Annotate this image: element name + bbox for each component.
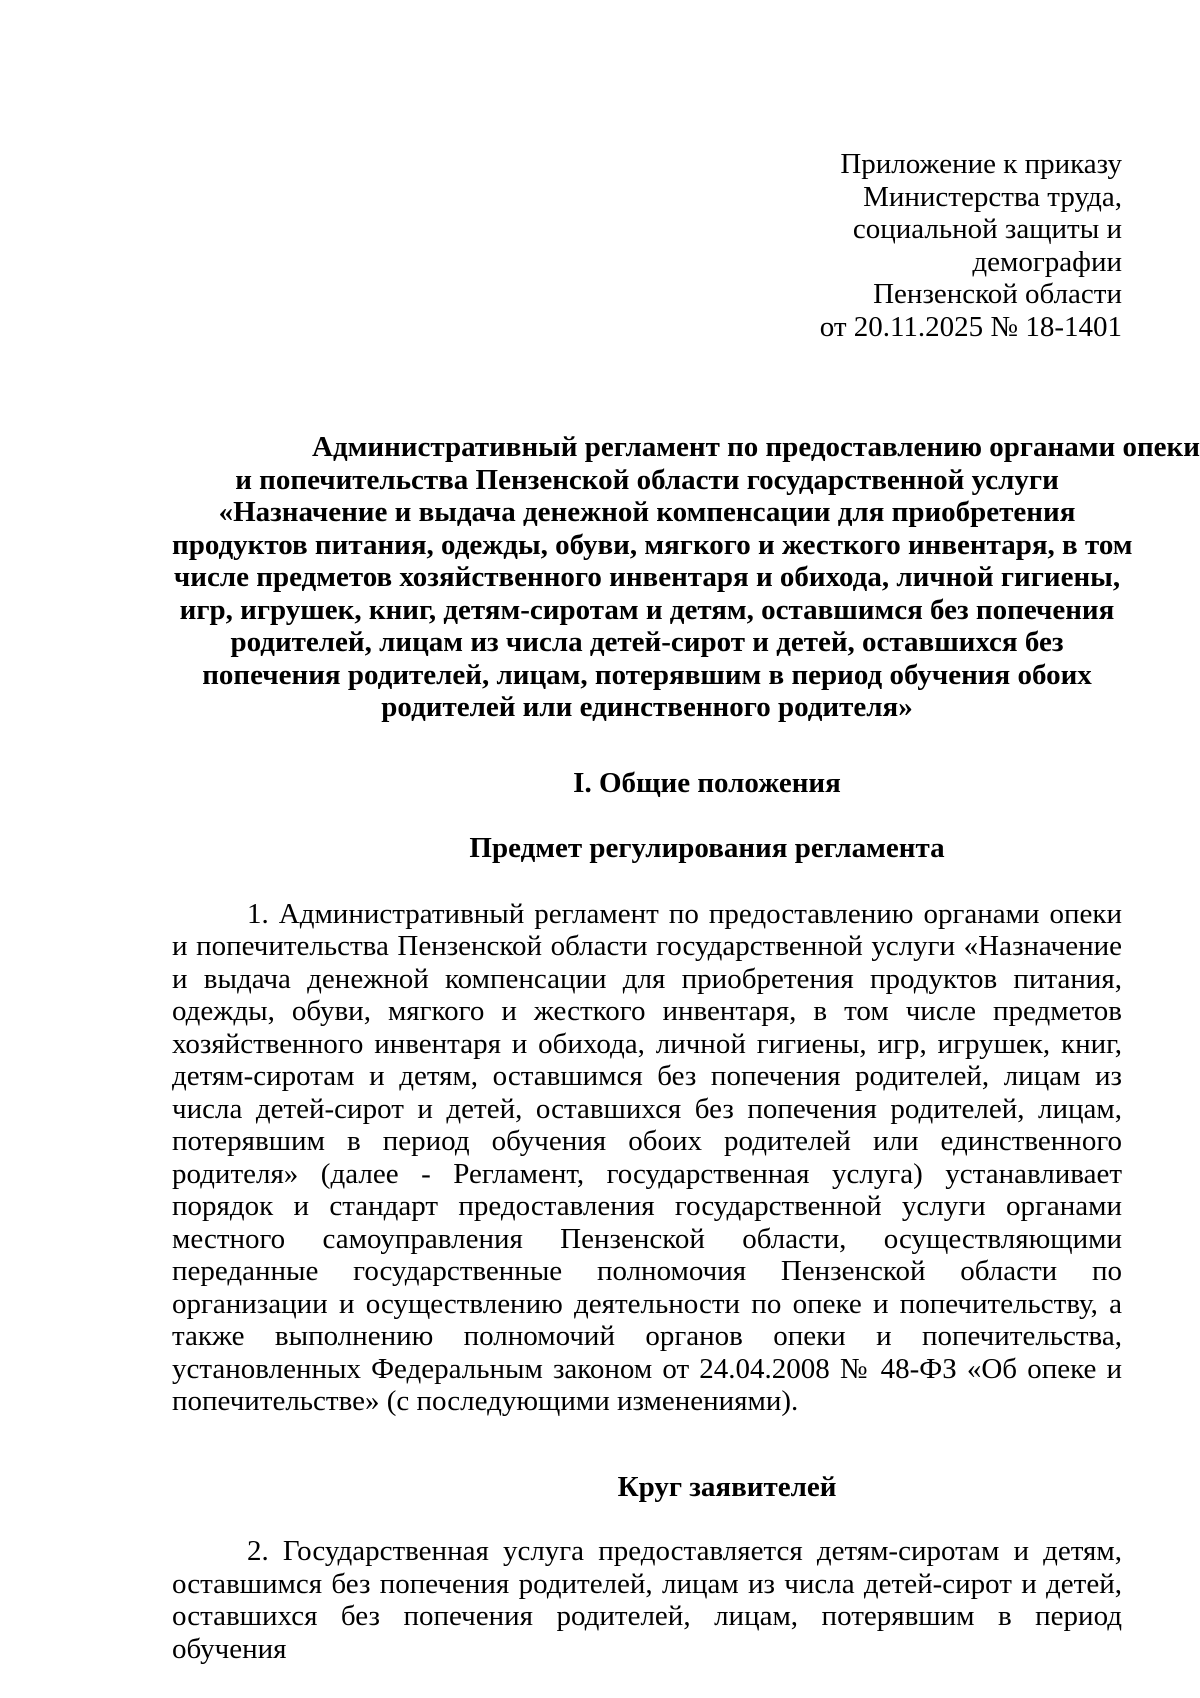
title-line: попечения родителей, лицам, потерявшим в период обучения обоих <box>202 658 1092 691</box>
paragraph-1: 1. Административный регламент по предоставлению органами опеки и попечительства Пензенской области государственной услуги «Назначение и выдача денежной компенсации для приобретения продуктов питания, одежды, обуви, мягкого и жесткого инвентаря, в том числе предметов хозяйственного инвентаря и обихода, личной гигиены, игр, игрушек, книг, детям-сиротам и детям, оставшимся без попечения родителей, лицам из числа детей-сирот и детей, оставшихся без попечения родителей, лицам, потерявшим в период обучения обоих родителей или единственного родителя» (далее - Регламент, государственная услуга) устанавливает порядок и стандарт предоставления государственной услуги органами местного самоуправления Пензенской области, осуществляющими переданные государственные полномочия Пензенской области по организации и осуществлению деятельности по опеке и попечительству, а также выполнению полномочий органов опеки и попечительства, установленных Федеральным законом от 24.04.2008 № 48-ФЗ «Об опеке и попечительстве» (с последующими изменениями). <box>172 897 1122 1417</box>
title-line: Административный регламент по предоставлению органами опеки <box>312 431 1200 463</box>
title-line: продуктов питания, одежды, обуви, мягкого и жесткого инвентаря, в том <box>172 528 1133 561</box>
title-line: родителей, лицам из числа детей-сирот и детей, оставшихся без <box>230 626 1064 658</box>
title-line: «Назначение и выдача денежной компенсации для приобретения <box>218 496 1076 528</box>
document-page <box>172 148 1200 1665</box>
appendix-line: Приложение к приказу <box>840 148 1122 180</box>
title-line: и попечительства Пензенской области государственной услуги <box>235 463 1059 496</box>
title-line: числе предметов хозяйственного инвентаря и обихода, личной гигиены, <box>173 561 1121 593</box>
appendix-line: демографии <box>972 245 1122 278</box>
title-line: родителей или единственного родителя» <box>381 691 913 723</box>
paragraph-2: 2. Государственная услуга предоставляется детям-сиротам и детям, оставшимся без попечения родителей, лицам из числа детей-сирот и детей, оставшихся без попечения родителей, лицам, потерявшим в период обучения <box>172 1535 1122 1665</box>
appendix-line: Пензенской области <box>873 278 1122 310</box>
subsection-heading-applicants: Круг заявителей <box>617 1470 837 1503</box>
section-heading: I. Общие положения <box>573 766 841 799</box>
document-title <box>172 431 1200 724</box>
title-line: игр, игрушек, книг, детям-сиротам и детям, оставшимся без попечения <box>179 593 1115 626</box>
appendix-line: социальной защиты и <box>852 213 1122 245</box>
appendix-line: Министерства труда, <box>863 180 1122 213</box>
appendix-order-number: от 20.11.2025 № 18-1401 <box>819 310 1122 343</box>
subsection-heading-subject: Предмет регулирования регламента <box>469 832 945 864</box>
appendix-block <box>702 148 1122 343</box>
